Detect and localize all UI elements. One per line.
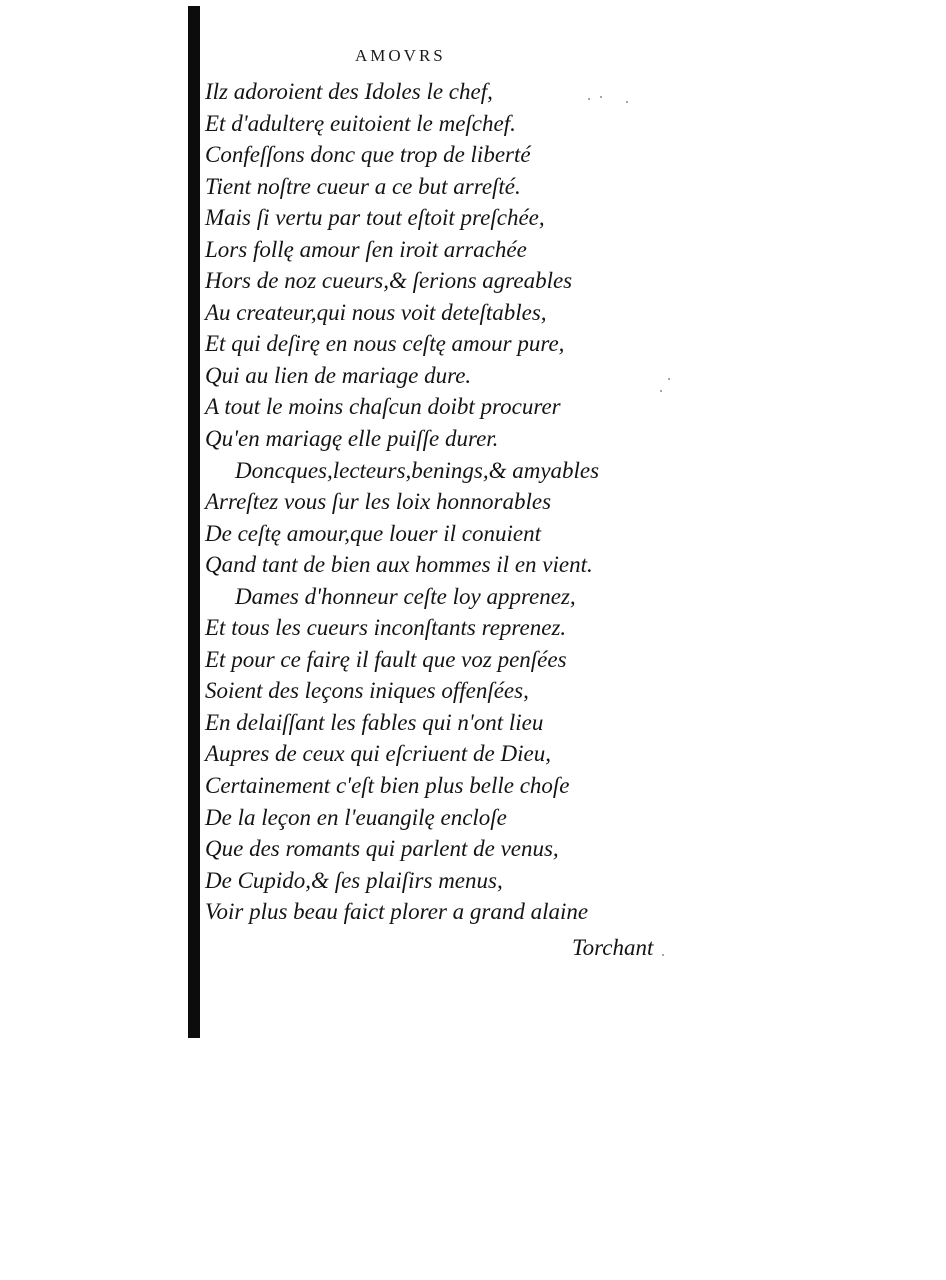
verse-block (205, 76, 685, 928)
verse-line: Voir plus beau faict plorer a grand alaine (205, 899, 589, 925)
verse-line: Hors de noz cueurs,& ſerions agreables (205, 268, 573, 294)
catchword: Torchant (572, 935, 654, 960)
verse-line: De ceſtę amour,que louer il conuient (205, 520, 541, 546)
verse-line: De Cupido,& ſes plaiſirs menus, (205, 867, 503, 893)
verse-line: Qand tant de bien aux hommes il en vient. (205, 552, 593, 578)
binding-edge-shadow (188, 6, 200, 1038)
verse-line: Au createur,qui nous voit deteſtables, (205, 299, 547, 325)
verse-line: Soient des leçons iniques offenſées, (205, 678, 529, 704)
verse-line: Mais ſi vertu par tout eſtoit preſchée, (205, 205, 545, 231)
verse-line: Aupres de ceux qui eſcriuent de Dieu, (205, 741, 551, 767)
print-speck (600, 96, 602, 98)
verse-line: Ilz adoroient des Idoles le chef, (205, 79, 493, 104)
verse-line: De la leçon en l'euangilę encloſe (205, 804, 507, 830)
verse-line: Et tous les cueurs inconſtants reprenez. (205, 615, 567, 641)
verse-line: Dames d'honneur ceſte loy apprenez, (235, 583, 576, 609)
verse-line: Qu'en mariagę elle puiſſe durer. (205, 426, 499, 452)
verse-line: Et pour ce fairę il fault que voz penſées (205, 646, 567, 672)
verse-line: Et qui deſirę en nous ceſtę amour pure, (205, 331, 565, 357)
verse-line: Doncques,lecteurs,benings,& amyables (235, 457, 600, 483)
verse-line: Tient noſtre cueur a ce but arreſté. (205, 173, 521, 199)
print-speck (660, 390, 662, 392)
verse-line: A tout le moins chaſcun doibt procurer (205, 394, 561, 420)
verse-line: Qui au lien de mariage dure. (205, 362, 472, 388)
verse-line: Certainement c'eſt bien plus belle choſe (205, 773, 570, 799)
print-speck (662, 954, 664, 956)
verse-line: Confeſſons donc que trop de liberté (205, 142, 531, 168)
verse-line: En delaiſſant les fables qui n'ont lieu (205, 709, 544, 735)
print-speck (668, 378, 670, 380)
print-speck (588, 98, 590, 100)
verse-line: Que des romants qui parlent de venus, (205, 836, 559, 862)
verse-line: Arreſtez vous ſur les loix honnorables (205, 489, 552, 515)
verse-line: Lors follę amour ſen iroit arrachée (205, 236, 527, 262)
verse-line: Et d'adulterę euitoient le meſchef. (205, 110, 516, 136)
print-speck (626, 101, 628, 103)
running-head: AMOVRS (355, 46, 446, 65)
